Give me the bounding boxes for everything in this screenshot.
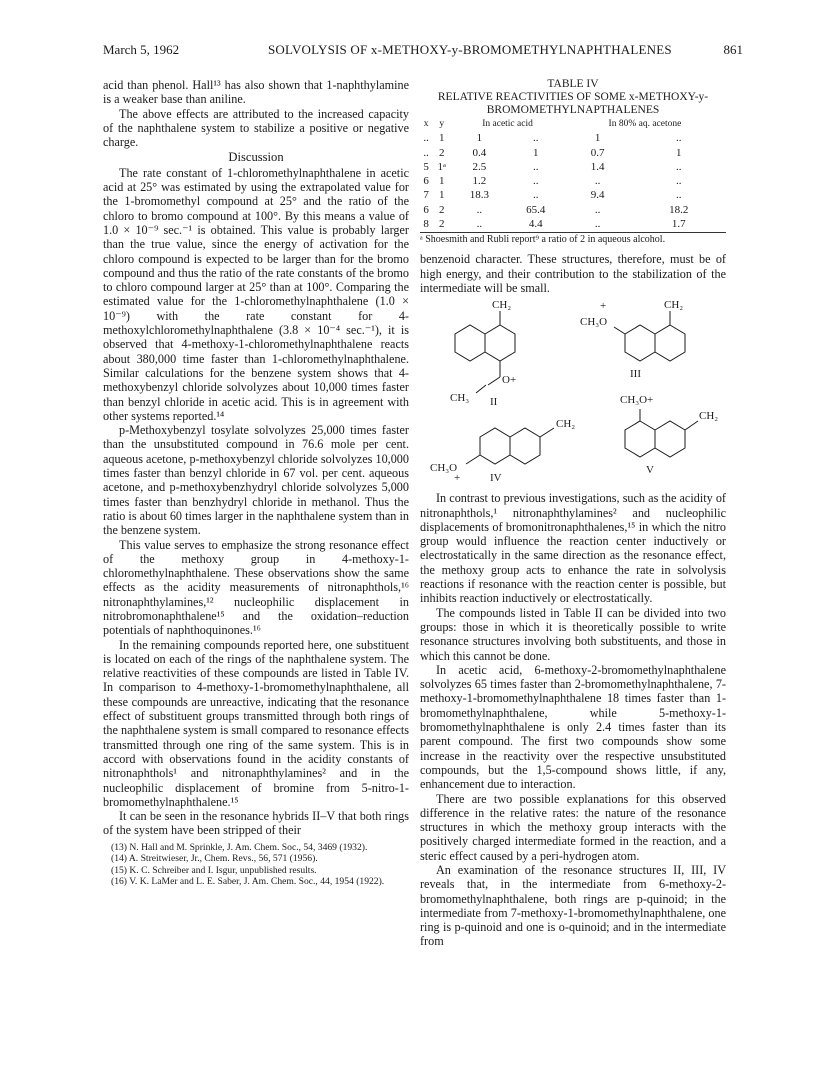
o-plus-label: O+ bbox=[502, 374, 517, 387]
header-title: SOLVOLYSIS OF x-METHOXY-y-BROMOMETHYLNAPHTHALENES bbox=[268, 42, 672, 57]
table-cell: .. bbox=[594, 175, 601, 188]
table-cell: .. bbox=[423, 132, 429, 145]
table-cell: 1 bbox=[438, 189, 445, 202]
ch2-label: CH₂ bbox=[492, 299, 512, 312]
table-row bbox=[420, 131, 726, 145]
paragraph: In contrast to previous investigations, such as the acidity of nitronaphthols,¹ nitronaphthylamines² and nucleophilic displacements of bromonitronaphthalenes,¹⁵ in which the nitro group would influence the reaction center inductively or electrostatically in the same direction as the resonance effect, the methoxy group acts to enhance the rate in solvolysis reactions if resonance with the reaction center is possible, but inhibits reaction inductively or electrostatically. bbox=[420, 491, 726, 606]
table-cell: 18.3 bbox=[469, 189, 489, 202]
table-cell: 1 bbox=[438, 175, 445, 188]
table-iv bbox=[420, 117, 726, 231]
ch3o-label: CH₃O bbox=[430, 462, 458, 475]
references bbox=[103, 842, 409, 888]
table-cell: 2.5 bbox=[472, 160, 487, 173]
table-cell: 1ᵃ bbox=[437, 160, 446, 173]
table-cell: .. bbox=[423, 146, 429, 159]
table-cell: .. bbox=[675, 175, 682, 188]
ch2-label: CH₂ bbox=[699, 410, 719, 423]
left-column bbox=[103, 78, 409, 888]
table-cell: 1.4 bbox=[590, 160, 605, 173]
table-cell: 8 bbox=[423, 218, 429, 231]
ch2-label: CH₂ bbox=[664, 299, 684, 312]
ch3-label: CH₃ bbox=[450, 392, 470, 405]
ch2-label: CH₂ bbox=[556, 418, 576, 431]
table-cell: 18.2 bbox=[669, 203, 689, 216]
table-cell: 2 bbox=[438, 218, 445, 231]
table-cell: 0.4 bbox=[472, 146, 487, 159]
table-cell: 5 bbox=[423, 160, 429, 173]
table-cell: 1 bbox=[594, 132, 601, 145]
table-cell: 9.4 bbox=[590, 189, 605, 202]
table-caption: RELATIVE REACTIVITIES OF SOME x-METHOXY-y-BROMOMETHYLNAPTHALENES bbox=[437, 91, 709, 116]
reference-item: (14) A. Streitwieser, Jr., Chem. Revs., 56, 571 (1956). bbox=[111, 853, 318, 865]
ch3o-plus-label: CH₃O+ bbox=[620, 394, 654, 407]
right-column bbox=[420, 78, 726, 949]
table-cell: 6 bbox=[423, 175, 429, 188]
paragraph: This value serves to emphasize the strong resonance effect of the methoxy group in 4-methoxy-1-chloromethylnaphthalene. These observations show the same effects as the acidity measurements of nitronaphthols,¹⁶ nitronaphthylamines,¹² nucleophilic displacement in nitrobromonaphthalene¹⁵ and the oxidation–reduction potentials of naphthoquinones.¹⁶ bbox=[103, 537, 409, 638]
paragraph: benzenoid character. These structures, therefore, must be of high energy, and their contribution to the stabilization of the intermediate will be small. bbox=[420, 252, 726, 295]
paragraph: An examination of the resonance structures II, III, IV reveals that, in the intermediate from 6-methoxy-2-bromomethylnaphthalene, both rings are p-quinoid; in the intermediate from 7-methoxy-1-bromomethylnaphthalene, one ring is p-quinoid and one is o-quinoid; and in the intermediate from bbox=[420, 862, 726, 949]
paragraph: The above effects are attributed to the increased capacity of the naphthalene system to stabilize a positive or negative charge. bbox=[103, 106, 409, 150]
section-heading: Discussion bbox=[228, 150, 284, 165]
table-row bbox=[420, 203, 726, 217]
table-header-y: y bbox=[439, 119, 445, 129]
table-cell: 0.7 bbox=[590, 146, 605, 159]
plus-sign: + bbox=[454, 472, 461, 485]
structure-label-iii: III bbox=[630, 368, 641, 381]
table-cell: 4.4 bbox=[528, 218, 543, 231]
header-date: March 5, 1962 bbox=[103, 42, 180, 57]
plus-sign: + bbox=[600, 300, 607, 313]
table-cell: .. bbox=[594, 203, 601, 216]
table-cell: 2 bbox=[438, 146, 445, 159]
paragraph: In acetic acid, 6-methoxy-2-bromomethylnaphthalene solvolyzes 65 times faster than 2-bromomethylnaphthalene, 7-methoxy-1-bromomethylnaphthalene 18 times faster than 1-bromomethylnaphthalene, while 5-methoxy-1-bromomethylnaphthalene is only 2.4 times faster than its parent compound. The first two compounds show some increase in the reactivity over the respective unsubstituted compounds, but the 1,5-compound shows little, if any, enhancement due to interaction. bbox=[420, 662, 726, 792]
table-header-acetic: In acetic acid bbox=[482, 119, 533, 129]
paragraph: It can be seen in the resonance hybrids II–V that both rings of the system have been stripped of their bbox=[103, 809, 409, 838]
reference-item: (16) V. K. LaMer and L. E. Saber, J. Am. Chem. Soc., 44, 1954 (1922). bbox=[111, 876, 385, 888]
paragraph: There are two possible explanations for this observed difference in the relative rates: the nature of the resonance structures in which the methoxy group interacts with the positively charged intermediate formed in the reaction, and a steric effect caused by a peri-hydrogen atom. bbox=[420, 791, 726, 863]
table-cell: .. bbox=[675, 132, 682, 145]
paragraph: The compounds listed in Table II can be divided into two groups: those in which it is theoretically possible to write resonance structures involving both substituents, and those in which this cannot be done. bbox=[420, 605, 726, 663]
running-header bbox=[103, 42, 743, 62]
table-cell: 1 bbox=[532, 146, 539, 159]
structure-label-v: V bbox=[646, 464, 654, 477]
table-row bbox=[420, 174, 726, 188]
structure-label-iv: IV bbox=[490, 472, 502, 485]
reference-item: (13) N. Hall and M. Sprinkle, J. Am. Chem. Soc., 54, 3469 (1932). bbox=[111, 841, 368, 853]
paragraph: p-Methoxybenzyl tosylate solvolyzes 25,000 times faster than the unsubstituted compound in 76.6 mole per cent. aqueous acetone, p-methoxybenzyl chloride solvolyzes 10,000 times faster than benzyl chloride in 67 vol. per cent. aqueous acetone, and p-methoxybenzhydryl chloride solvolyzes 5,000 times faster than benzhydryl chloride in methanol. Thus the ratio is about 60 times larger in the naphthalene system than in the benzene system. bbox=[103, 423, 409, 538]
table-cell: 2 bbox=[438, 203, 445, 216]
table-row bbox=[420, 217, 726, 231]
table-cell: .. bbox=[675, 160, 682, 173]
table-cell: .. bbox=[532, 160, 539, 173]
resonance-structures-figure bbox=[420, 297, 726, 485]
table-header-acetone: In 80% aq. acetone bbox=[608, 119, 682, 129]
table-cell: .. bbox=[594, 218, 601, 231]
table-cell: 6 bbox=[423, 203, 429, 216]
table-cell: .. bbox=[532, 175, 539, 188]
table-cell: .. bbox=[532, 189, 539, 202]
structure-label-ii: II bbox=[490, 396, 498, 409]
reference-item: (15) K. C. Schreiber and I. Isgur, unpublished results. bbox=[111, 864, 317, 876]
table-row bbox=[420, 146, 726, 160]
table-row bbox=[420, 160, 726, 174]
table-cell: 65.4 bbox=[526, 203, 546, 216]
table-footnote: ᵃ Shoesmith and Rubli report⁹ a ratio of 2 in aqueous alcohol. bbox=[420, 234, 666, 246]
table-cell: 1.7 bbox=[671, 218, 686, 231]
table-cell: 1 bbox=[675, 146, 682, 159]
ch3o-label: CH₃O bbox=[580, 316, 608, 329]
table-rule bbox=[420, 232, 726, 233]
paragraph: acid than phenol. Hall¹³ has also shown that 1-naphthylamine is a weaker base than aniline. bbox=[103, 78, 409, 107]
table-cell: .. bbox=[675, 189, 682, 202]
page-number: 861 bbox=[723, 42, 743, 57]
table-cell: 1 bbox=[476, 132, 483, 145]
table-cell: 7 bbox=[423, 189, 429, 202]
table-cell: 1.2 bbox=[472, 175, 487, 188]
paragraph: In the remaining compounds reported here, one substituent is located on each of the rings of the naphthalene system. The relative reactivities of these compounds are listed in Table IV. In comparison to 4-methoxy-1-bromomethylnaphthalene, all these compounds are unreactive, indicating that the resonance effect of substituent groups transmitted through both rings of the naphthalene system is small compared to resonance effects transmitted through one ring of the same system. This is in accord with observations found in the acidity constants of nitronaphthols¹ and nitronaphthylamines² and in the nucleophilic displacement of bromine from 5-nitro-1-bromomethylnaphthalene.¹⁵ bbox=[103, 637, 409, 809]
table-label: TABLE IV bbox=[547, 78, 599, 90]
table-cell: .. bbox=[532, 132, 539, 145]
table-row bbox=[420, 188, 726, 202]
table-cell: 1 bbox=[438, 132, 445, 145]
paragraph: The rate constant of 1-chloromethylnaphthalene in acetic acid at 25° was estimated by using the extrapolated value for the 1-bromomethyl compound at 25° and the ratio of the chloro to bromo compound at 100°. By this means a value of 1.0 × 10⁻⁹ sec.⁻¹ is obtained. This value is probably larger than the true value, since the energy of activation for the chloro compound is expected to be larger than for the bromo compound and thus the ratio of the rate constants of the bromo to chloro compound larger at 25° than at 100°. Comparing the estimated value for the 1-chloromethylnaphthalene (1.0 × 10⁻⁹) with the rate constant for 4-methoxylchloromethylnaphthalene (3.8 × 10⁻⁴ sec.⁻¹), it is observed that 4-methoxy-1-chloromethylnaphthalene reacts about 380,000 time faster than 1-chloromethylnaphthalene. Similar calculations for the benzene system shows that 4-methoxybenzyl chloride solvolyzes about 10,000 times faster than benzyl chloride in acetic acid. This is in agreement with other systems reported.¹⁴ bbox=[103, 165, 409, 423]
table-header-x: x bbox=[423, 119, 429, 129]
table-cell: .. bbox=[476, 218, 483, 231]
table-cell: .. bbox=[476, 203, 483, 216]
